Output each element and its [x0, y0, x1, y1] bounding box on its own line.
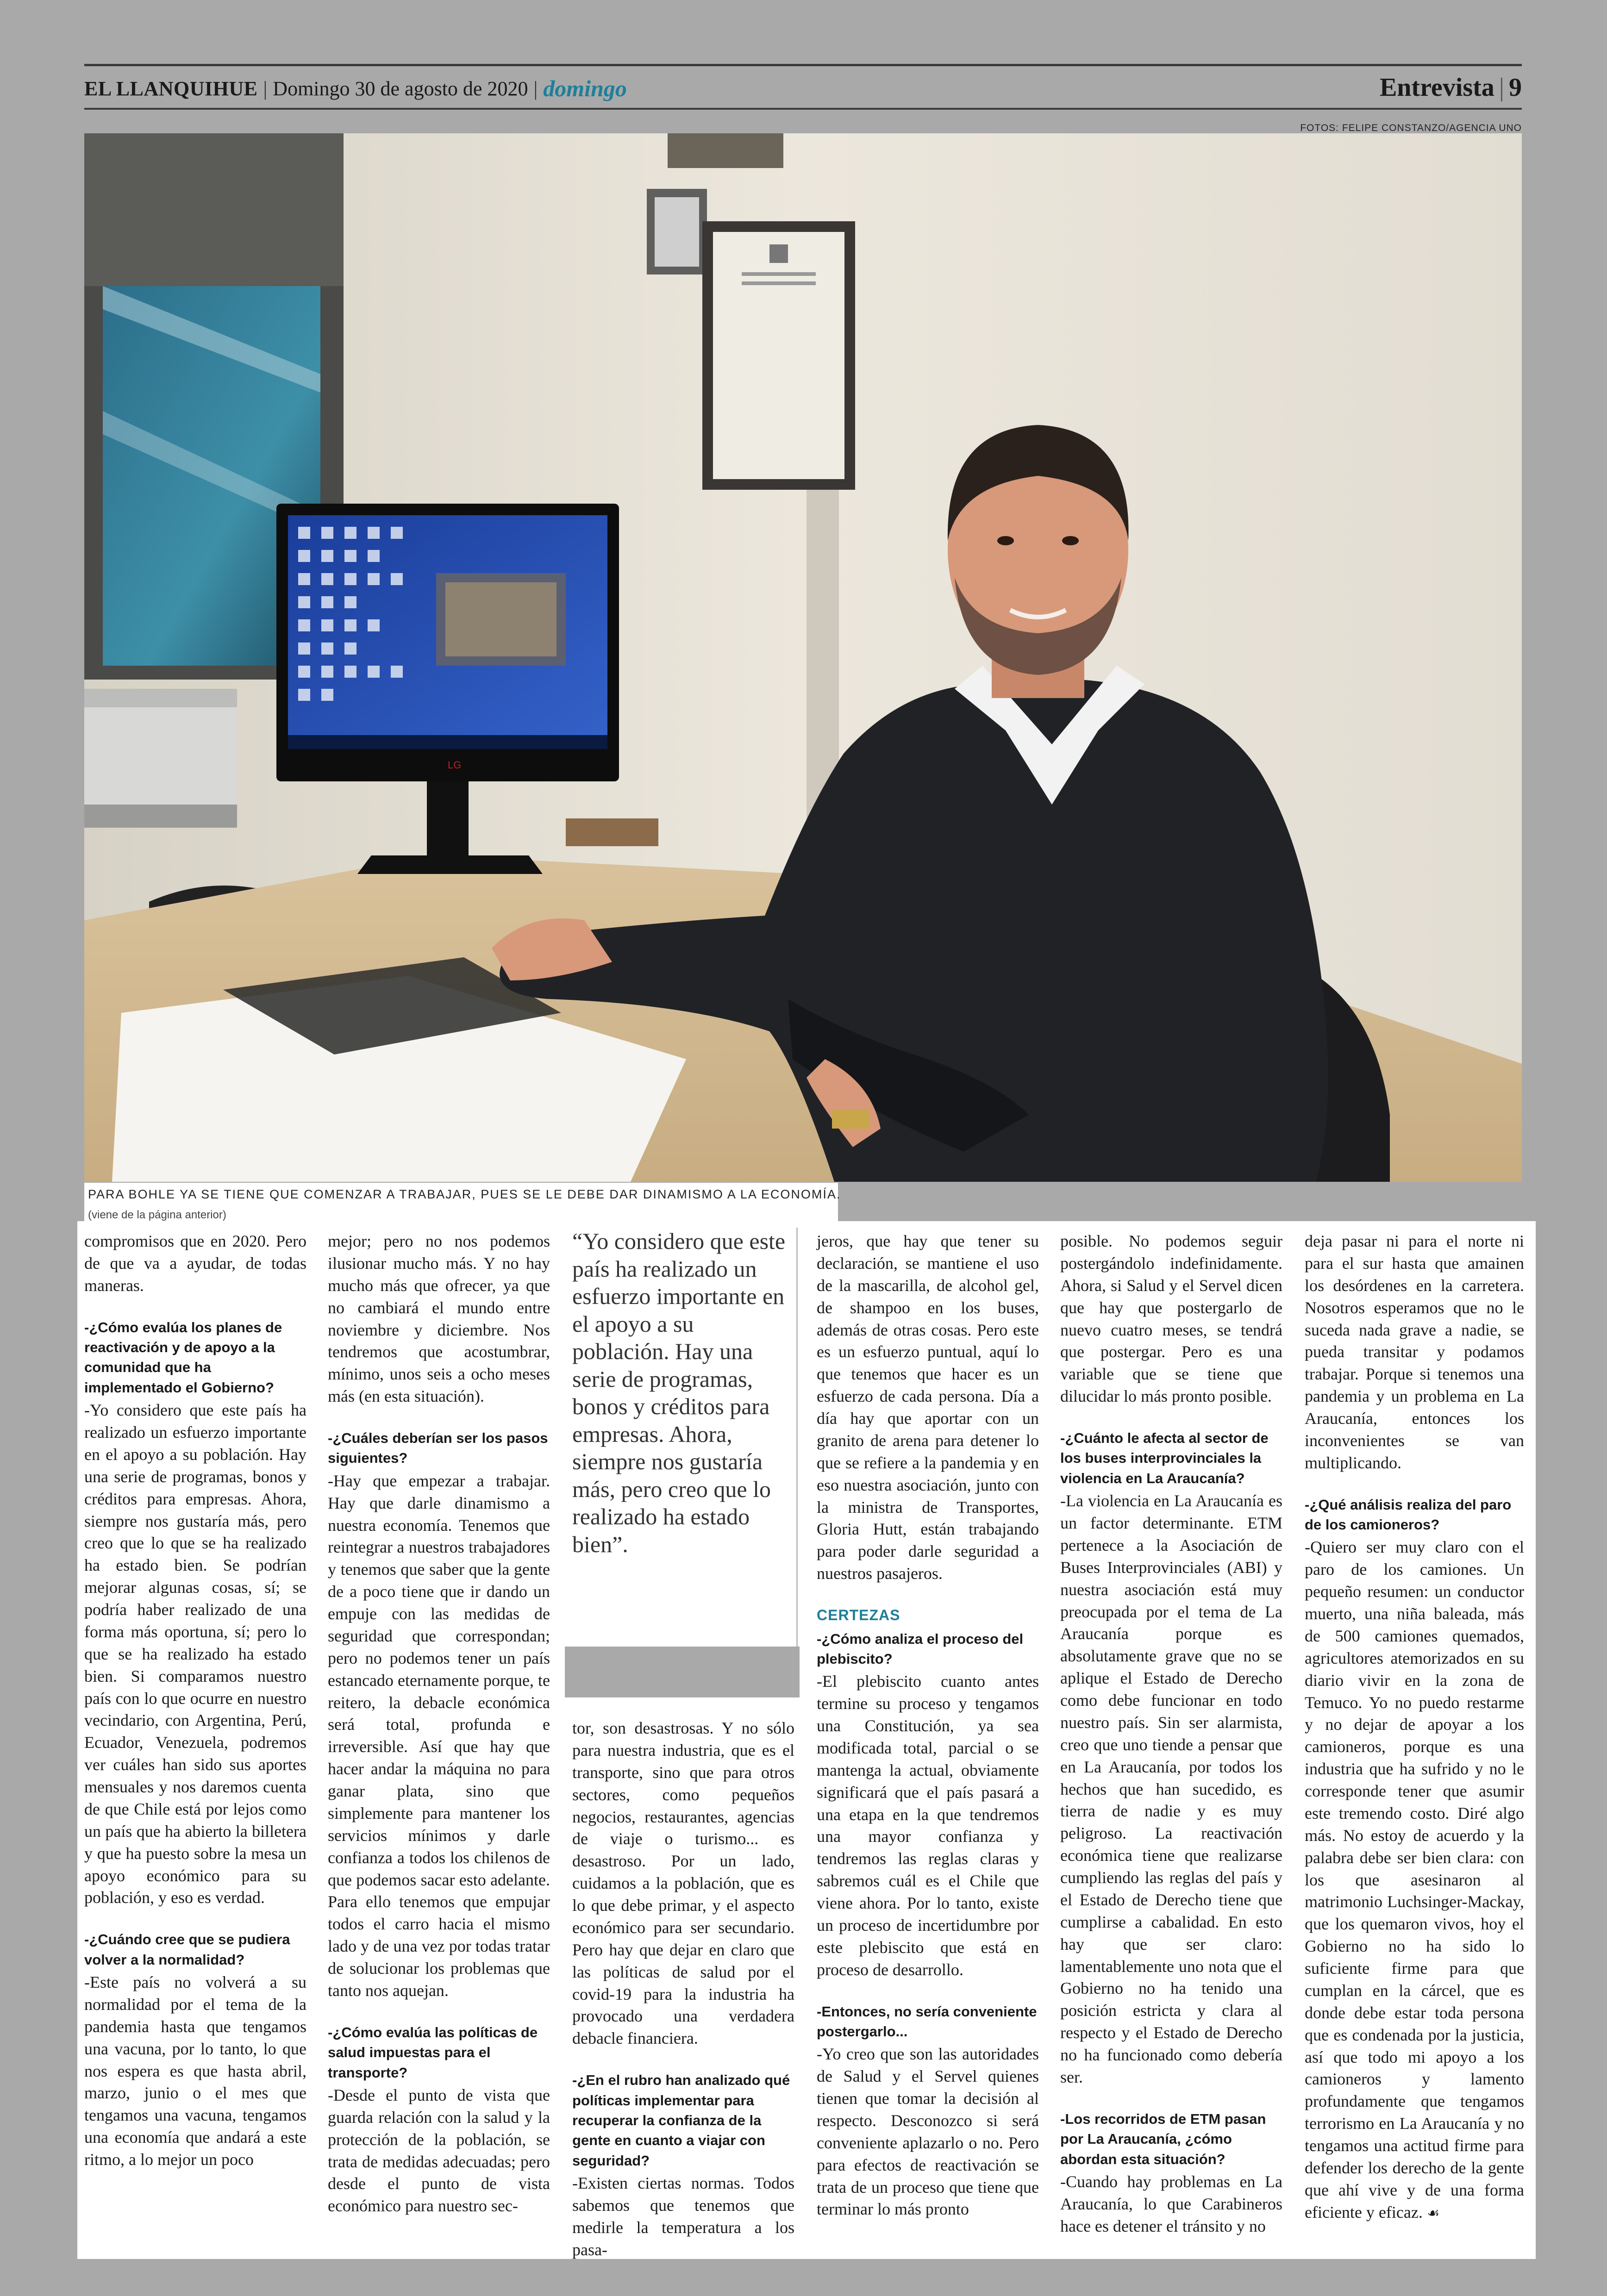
- interview-question: -Los recorridos de ETM pasan por La Araucanía, ¿cómo abordan esta situación?: [1060, 2110, 1266, 2167]
- interview-answer: compromisos que en 2020. Pero de que va a ayudar, de todas maneras.: [84, 1232, 306, 1295]
- monitor-brand: LG: [448, 759, 462, 771]
- interview-answer: -El plebiscito cuanto antes termine su proceso y tengamos una Constitución, ya sea modificada total, parcial o se mantenga la actual, obviamente significará que el país pasará a una etapa en la que tendremos una mayor confianza y tendremos las reglas claras y sabremos cuál es el Chile que viene ahora. Por lo tanto, existe un proceso de incertidumbre por este plebiscito que está en proceso de desarrollo.: [817, 1672, 1039, 1979]
- interview-question: -¿Cuánto le afecta al sector de los buses interprovinciales la violencia en La Araucanía?: [1060, 1430, 1269, 1486]
- newspaper-name: EL LLANQUIHUE: [84, 77, 258, 100]
- interview-question: -Entonces, no sería conveniente postergarlo...: [817, 2003, 1037, 2040]
- interview-answer: deja pasar ni para el norte ni para el sur hasta que amainen los desórdenes en la carretera. Nosotros esperamos que no le suceda nada grave a nadie, se pueda transitar y podamos trabajar. Porque si tenemos una pandemia y un problema en La Araucanía, entonces los inconvenientes se van multiplicando.: [1305, 1232, 1524, 1472]
- separator: |: [533, 77, 538, 100]
- picture-frame: [668, 133, 783, 168]
- interview-question: -¿En el rubro han analizado qué políticas implementar para recuperar la confianza de la gente en cuanto a viajar con seguridad?: [572, 2072, 790, 2169]
- separator: |: [263, 77, 268, 100]
- pull-quote-spacer: [565, 1647, 800, 1697]
- pull-quote: [565, 1228, 798, 1647]
- interview-answer: -Cuando hay problemas en La Araucanía, lo que Carabineros hace es detener el tránsito y no: [1060, 2172, 1282, 2235]
- supplement-name: domingo: [543, 75, 627, 101]
- page-header: [84, 64, 1522, 108]
- article-photo: [84, 133, 1522, 1182]
- interview-answer: -Existen ciertas normas. Todos sabemos que tenemos que medirle la temperatura a los pasa-: [572, 2174, 794, 2259]
- continued-note: (viene de la página anterior): [88, 1209, 226, 1221]
- article-column-3: [572, 1717, 794, 2261]
- interview-answer: -Quiero ser muy claro con el paro de los camiones. Un pequeño resumen: un conductor muerto, una niña baleada, más de 500 camiones quemados, agricultores atemorizados en su diario vivir en la zona de Temuco. Yo no puedo restarme y no dejar de apoyar a los camioneros, porque es una industria que ha sufrido y no le corresponde tener que asumir este tremendo costo. Diré algo más. No estoy de acuerdo y la palabra debe ser bien clara: con los que asesinaron al matrimonio Luchsinger-Mackay, que los quemaron vivos, hoy el Gobierno no ha sido lo suficiente firme para que cumplan en la cárcel, que es donde debe estar toda persona que es condenada por la justicia, así que todo mi apoyo a los camioneros y lamento profundamente que tengamos terrorismo en La Araucanía y no tengamos una actitud firme para defender los derecho de la gente que ahí vive y de una forma eficiente y eficaz. ☙: [1305, 1538, 1524, 2221]
- photo-caption: [84, 1183, 841, 1223]
- interview-answer: -Yo creo que son las autoridades de Salud y el Servel quienes tienen que tomar la decisión al respecto. Desconozco si será conveniente aplazarlo o no. Pero para efectos de reactivación se trata de un proceso que tiene que terminar lo más pronto: [817, 2045, 1039, 2219]
- interview-question: -¿Cómo evalúa las políticas de salud impuestas para el transporte?: [328, 2024, 538, 2081]
- interview-answer: tor, son desastrosas. Y no sólo para nuestra industria, que es el transporte, sino que para otros sectores, como pequeños negocios, restaurantes, agencias de viaje o turismo... es desastroso. Por un lado, cuidamos a la población, que es lo que debe primar, y el aspecto económico para ser secundario. Pero hay que dejar en claro que las políticas de salud por el covid-19 para la industria ha provocado una verdadera debacle financiera.: [572, 1719, 794, 2048]
- photo-illustration: [84, 133, 1522, 1182]
- article-column-4: [817, 1230, 1039, 2221]
- issue-date: Domingo 30 de agosto de 2020: [273, 77, 528, 100]
- interview-answer: -Yo considero que este país ha realizado un esfuerzo importante en el apoyo a su población. Hay una serie de programas, bonos y créditos para empresas. Ahora, siempre nos gustaría más, pero creo que lo que se ha realizado ha estado bien. Se podrían mejorar algunas cosas, sí; se podría haber realizado de una forma más oportuna, sí; pero lo que se ha realizado ha estado bien. Si comparamos nuestro país con lo que ocurre en nuestro vecindario, con Argentina, Perú, Ecuador, Venezuela, podremos ver cuáles han sido sus aportes mensuales y nos daremos cuenta de que Chile está por lejos como un país que ha abierto la billetera y que ha puesto sobre la mesa un apoyo económico para su población, y eso es verdad.: [84, 1401, 306, 1907]
- photo-credit: FOTOS: FELIPE CONSTANZO/AGENCIA UNO: [1300, 123, 1522, 133]
- article-column-1: [84, 1230, 306, 2171]
- interview-question: -¿Cómo analiza el proceso del plebiscito?: [817, 1630, 1024, 1667]
- section-name: Entrevista: [1379, 73, 1494, 102]
- section-heading: CERTEZAS: [817, 1607, 900, 1623]
- article-column-5: [1060, 1230, 1282, 2238]
- caption-text: PARA BOHLE YA SE TIENE QUE COMENZAR A TRABAJAR, PUES SE LE DEBE DAR DINAMISMO A LA ECONOMÍA.: [88, 1187, 841, 1201]
- interview-answer: -La violencia en La Araucanía es un factor determinante. ETM pertenece a la Asociación de Buses Interprovinciales (ABI) y nuestra asociación está muy preocupada por el tema de La Araucanía porque es absolutamente grave que no se aplique el Estado de Derecho como debe funcionar en todo nuestro país. Sin ser alarmista, creo que uno tiende a pensar que en La Araucanía, por todos los hechos que han sucedido, es tierra de nadie y es muy peligroso. La reactivación económica tiene que realizarse cumpliendo las reglas del país y el Estado de Derecho tiene que cumplirse a cabalidad. En esto hay que ser claro: lamentablemente uno nota que el Gobierno no ha tenido una posición estricta y clara al respecto y el Estado de Derecho no ha funcionado como debería ser.: [1060, 1491, 1282, 2086]
- separator: |: [1499, 73, 1504, 102]
- article-column-6: [1305, 1230, 1524, 2224]
- interview-answer: mejor; pero no nos podemos ilusionar mucho más. Y no hay mucho más que ofrecer, ya que no cambiará el mundo entre noviembre y diciembre. Nos tendremos que acostumbrar, mínimo, unos seis a ocho meses más (en esta situación).: [328, 1232, 550, 1406]
- wristwatch: [832, 1110, 869, 1129]
- header-rule-bottom: [84, 108, 1522, 110]
- interview-question: -¿Cuáles deberían ser los pasos siguientes?: [328, 1430, 548, 1466]
- header-rule-top: [84, 64, 1522, 66]
- interview-question: -¿Qué análisis realiza del paro de los camioneros?: [1305, 1496, 1512, 1533]
- interview-question: -¿Cómo evalúa los planes de reactivación y de apoyo a la comunidad que ha implementado el Gobierno?: [84, 1319, 282, 1396]
- interview-question: -¿Cuándo cree que se pudiera volver a la normalidad?: [84, 1931, 290, 1968]
- article-column-2: [328, 1230, 550, 2217]
- interview-answer: posible. No podemos seguir postergándolo indefinidamente. Ahora, si Salud y el Servel dicen que hay que postergarlo de nuevo cuatro meses, se tendrá que postergar. Pero es una variable que se tiene que dilucidar lo más pronto posible.: [1060, 1232, 1282, 1406]
- interview-answer: -Este país no volverá a su normalidad por el tema de la pandemia hasta que tengamos una vacuna, por lo tanto, lo que nos espera es que hasta abril, marzo, junio o el mes que tengamos una vacuna, tengamos una economía que andará a este ritmo, a lo mejor un poco: [84, 1973, 306, 2169]
- interview-answer: -Hay que empezar a trabajar. Hay que darle dinamismo a nuestra economía. Tenemos que reintegrar a nuestros trabajadores y tenemos que saber que la gente de a poco tiene que ir dando un empuje con las medidas de seguridad que correspondan; pero no podemos tener un país estancado eternamente porque, te reitero, la debacle económica será total, profunda e irreversible. Así que hay que hacer andar la máquina no para ganar plata, sino que simplemente para mantener los servicios mínimos y darle confianza a todos los chilenos de que podemos sacar esto adelante. Para ello tenemos que empujar todos el carro hacia el mismo lado y de una vez por todas tratar de solucionar los problemas que tanto nos aquejan.: [328, 1471, 550, 2000]
- masthead: [84, 72, 627, 105]
- interview-answer: jeros, que hay que tener su declaración, se mantiene el uso de la mascarilla, de alcohol gel, de shampoo en los buses, además de otras cosas. Pero este es un esfuerzo puntual, aquí lo que tenemos que hacer es un esfuerzo de cada persona. Día a día hay que aportar con un granito de arena para detener lo que se refiere a la pandemia y en eso nuestra asociación, junto con la ministra de Transportes, Gloria Hutt, están trabajando para poder darle seguridad a nuestros pasajeros.: [817, 1232, 1039, 1583]
- pull-quote-text: “Yo considero que este país ha realizado un esfuerzo importante en el apoyo a su población. Hay una serie de programas, bonos y créditos para empresas. Ahora, siempre nos gustaría más, pero creo que lo realizado ha estado bien”.: [572, 1228, 786, 1557]
- interview-answer: -Desde el punto de vista que guarda relación con la salud y la protección de la población, se trata de medidas adecuadas; pero desde el punto de vista económico para nuestro sec-: [328, 2085, 550, 2215]
- section-label: [1380, 70, 1522, 105]
- page-number: 9: [1509, 73, 1522, 102]
- end-mark-icon: ☙: [1422, 2205, 1440, 2221]
